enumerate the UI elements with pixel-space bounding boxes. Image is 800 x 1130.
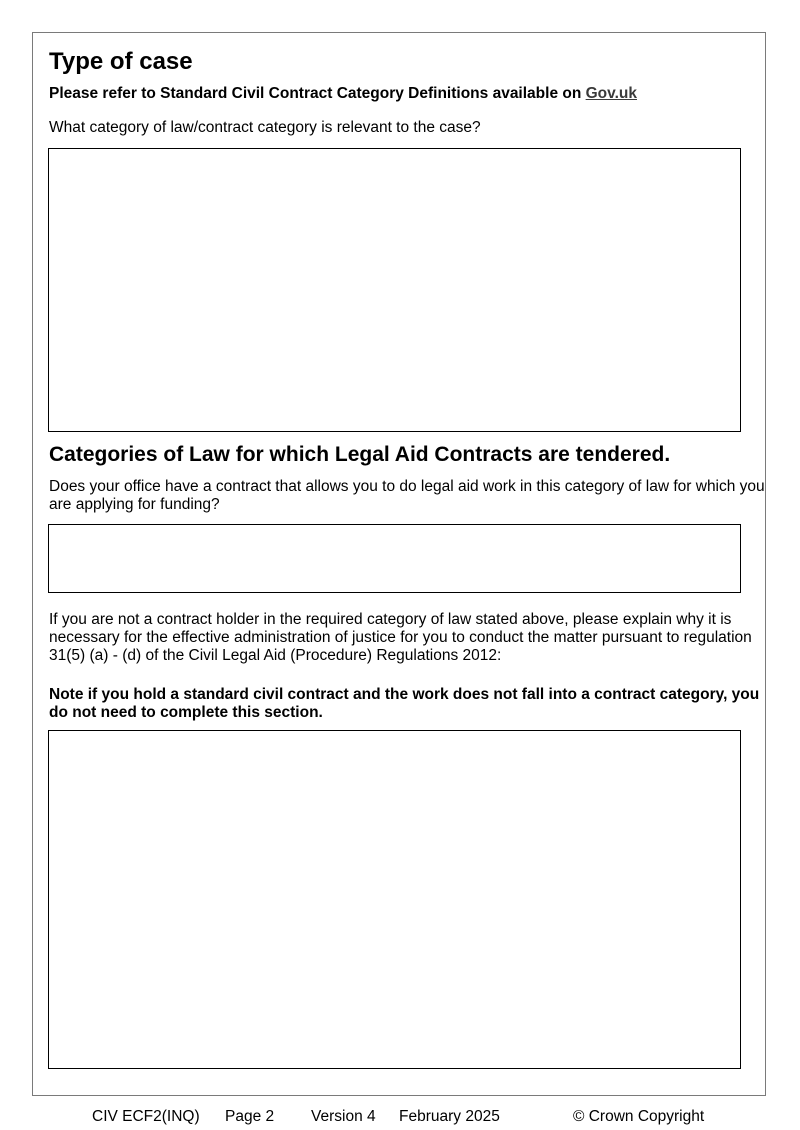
- contract-answer-field[interactable]: [48, 524, 741, 593]
- footer-version: Version 4: [311, 1108, 376, 1125]
- category-answer-field[interactable]: [48, 148, 741, 432]
- category-definitions-note: [49, 84, 637, 104]
- contract-question: Does your office have a contract that allows you to do legal aid work in this category of law for which you are applying for funding?: [49, 478, 765, 513]
- category-question: What category of law/contract category is relevant to the case?: [49, 119, 481, 136]
- gov-uk-link[interactable]: Gov.uk: [585, 85, 638, 102]
- page-title: Type of case: [49, 48, 193, 75]
- standard-contract-note: Note if you hold a standard civil contract and the work does not fall into a contract category, you do not need to complete this section.: [49, 686, 760, 721]
- footer-copyright: © Crown Copyright: [573, 1108, 705, 1125]
- category-definitions-text: Please refer to Standard Civil Contract Category Definitions available on: [49, 85, 586, 102]
- footer-date: February 2025: [399, 1108, 500, 1125]
- contracts-section-title: Categories of Law for which Legal Aid Contracts are tendered.: [49, 443, 671, 466]
- footer-form-code: CIV ECF2(INQ): [92, 1108, 200, 1125]
- footer-page-number: Page 2: [225, 1108, 275, 1125]
- justification-question: If you are not a contract holder in the required category of law stated above, please explain why it is necessary for the effective administration of justice for you to conduct the matter pursuant to regulation 31(5) (a) - (d) of the Civil Legal Aid (Procedure) Regulations 2012:: [49, 611, 752, 664]
- justification-answer-field[interactable]: [48, 730, 741, 1069]
